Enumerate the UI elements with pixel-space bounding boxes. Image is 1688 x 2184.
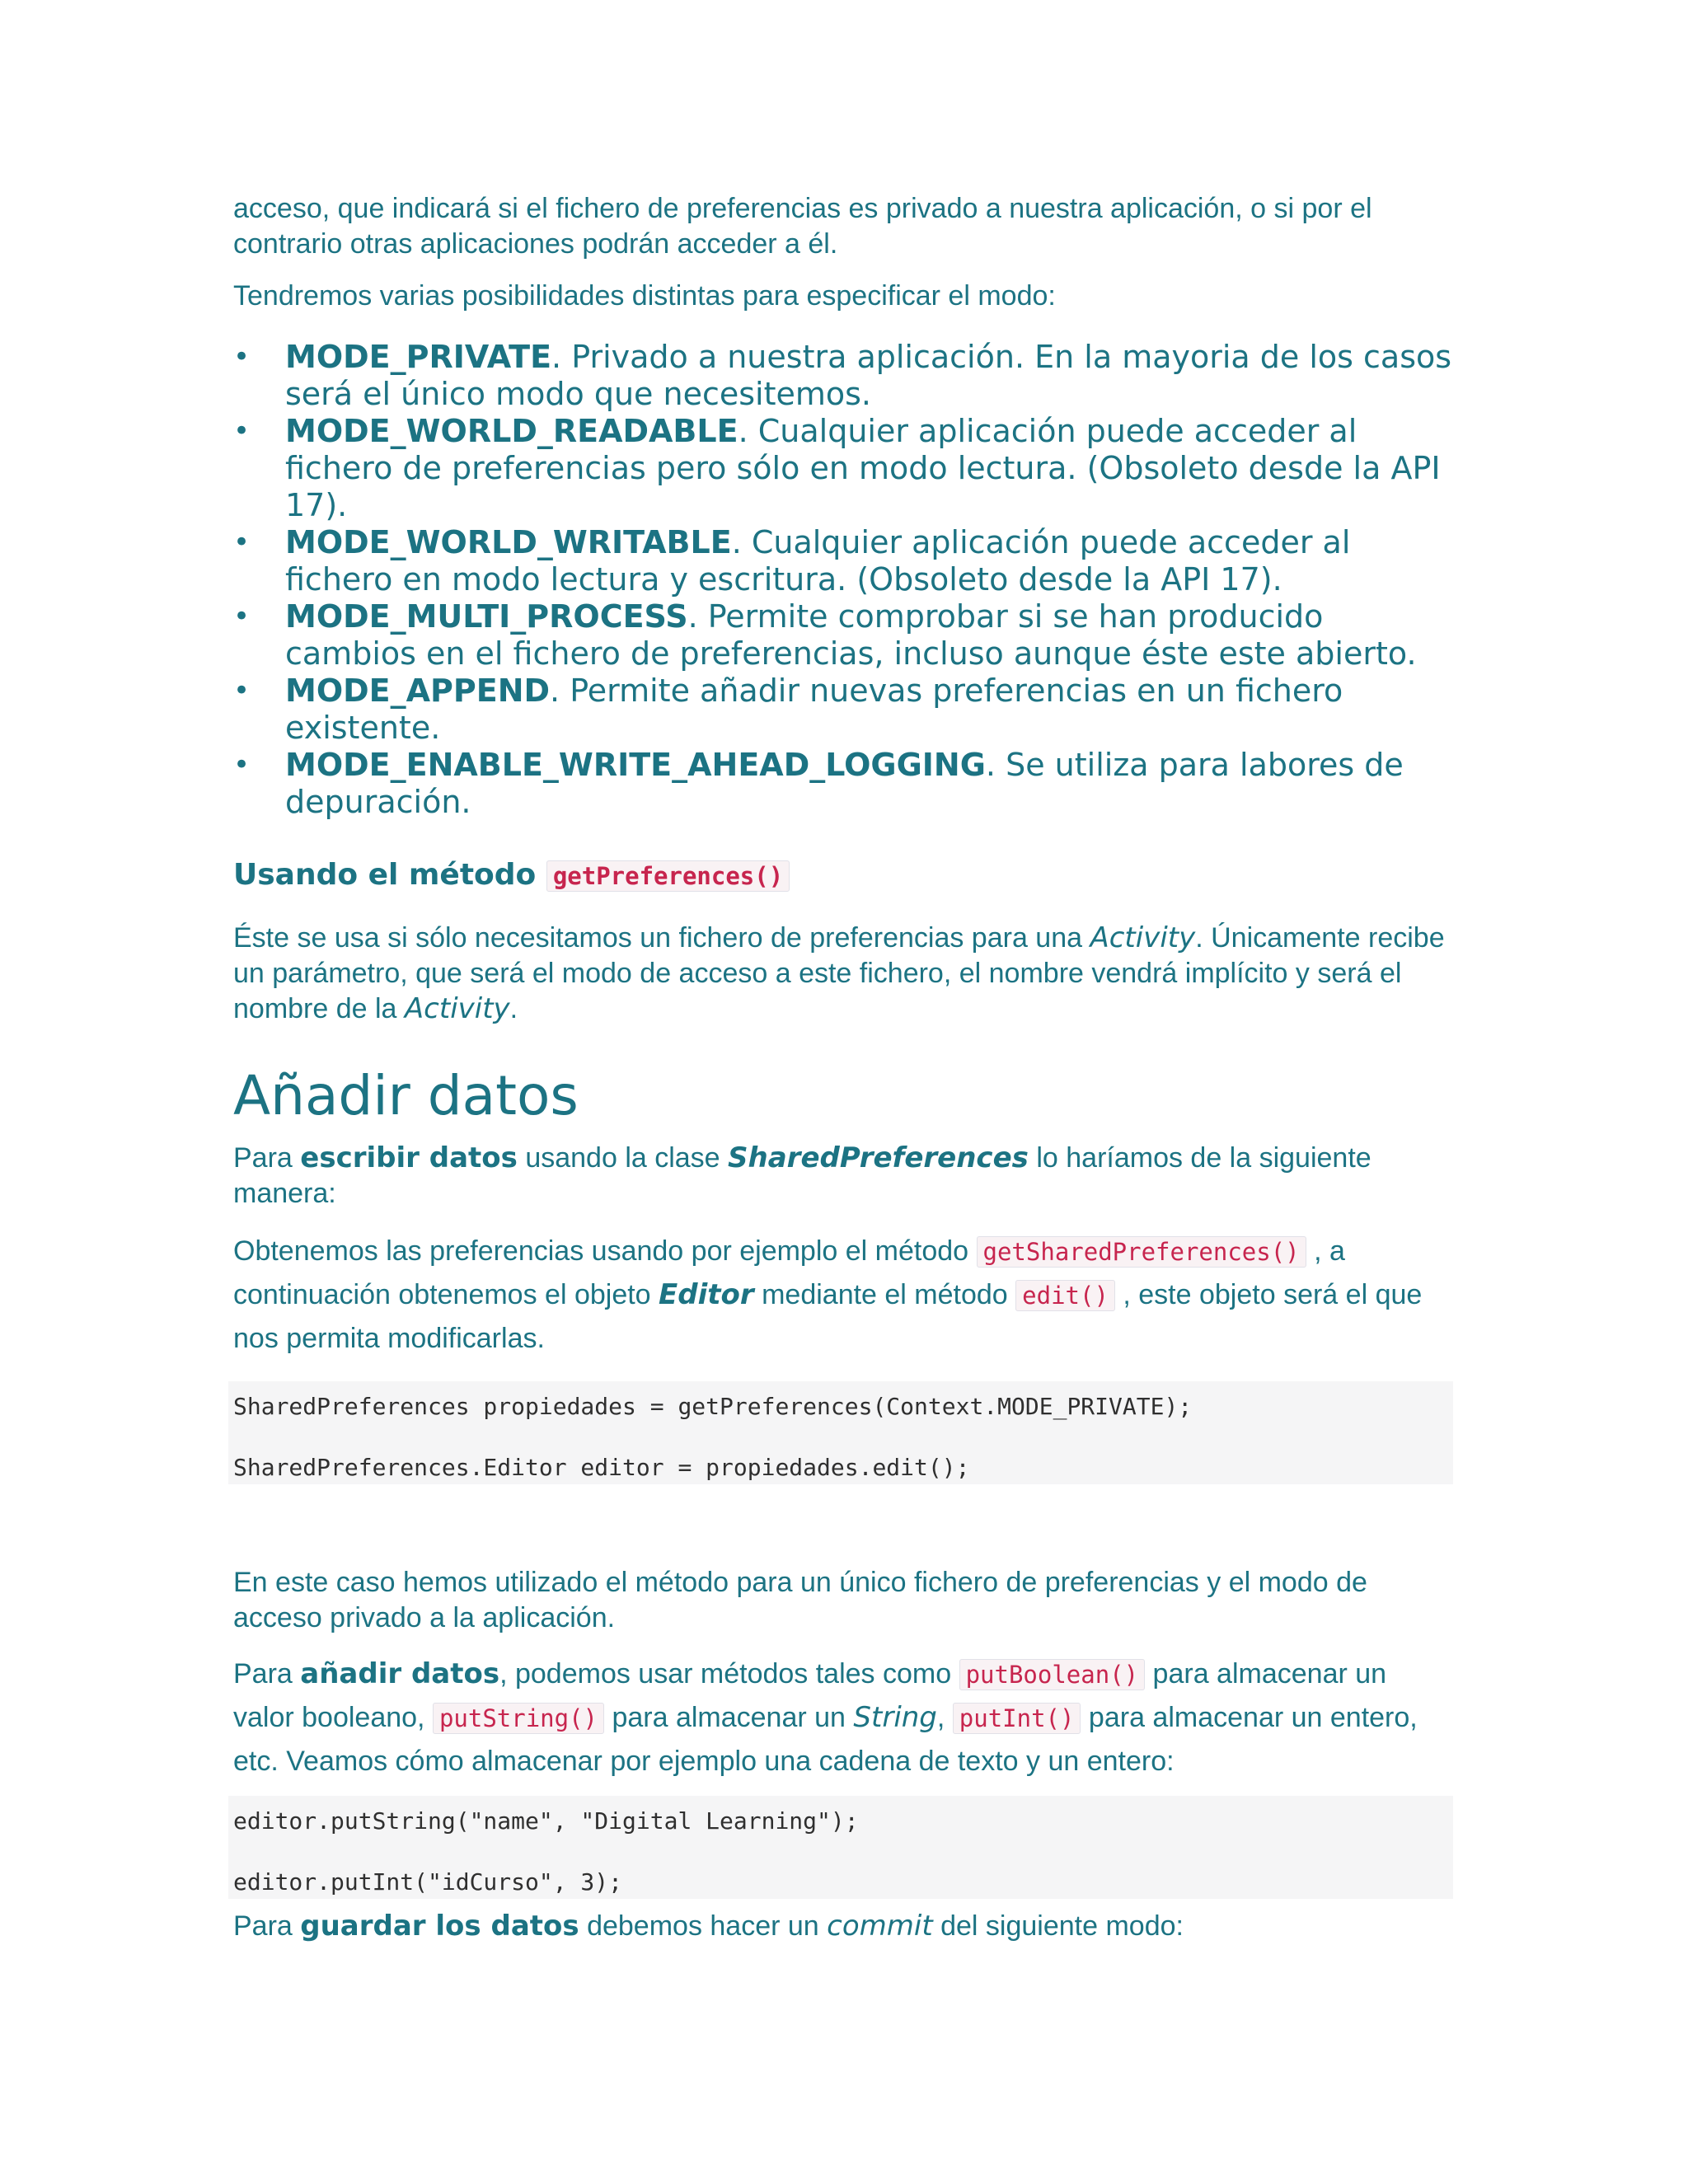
add-paragraph-4: Para añadir datos, podemos usar métodos tales como putBoolean() para almacenar un valor booleano, putString() para almacenar un String, putInt() para almacenar un entero, etc. Veamos cómo almacenar por ejemplo una cadena de texto y un entero: (233, 1657, 1418, 1777)
add-paragraph-5: Para guardar los datos debemos hacer un commit del siguiente modo: (233, 1910, 1184, 1943)
code-line: editor.putInt("idCurso", 3); (233, 1868, 623, 1896)
code-block-get-editor (228, 1381, 1453, 1484)
inline-code: getPreferences() (546, 860, 790, 892)
code-line: SharedPreferences.Editor editor = propiedades.edit(); (233, 1454, 970, 1481)
modes-list (233, 339, 1453, 821)
getpreferences-paragraph: Éste se usa si sólo necesitamos un fichero de preferencias para una Activity. Únicamente recibe un parámetro, que será el modo de acceso a este fichero, el nombre vendrá implícito y será el nombre de la Activity. (233, 921, 1445, 1025)
inline-code: edit() (1015, 1280, 1115, 1311)
add-paragraph-2: Obtenemos las preferencias usando por ejemplo el método getSharedPreferences() , a continuación obtenemos el objeto Editor mediante el método edit() , este objeto será el que nos permita modificarlas. (233, 1235, 1423, 1354)
code-line: SharedPreferences propiedades = getPreferences(Context.MODE_PRIVATE); (233, 1393, 1193, 1420)
inline-code: putString() (433, 1703, 604, 1734)
list-item: • MODE_WORLD_WRITABLE. Cualquier aplicación puede acceder al fichero en modo lectura y escritura. (Obsoleto desde la API 17). (233, 524, 1351, 598)
intro-paragraph-1: acceso, que indicará si el fichero de preferencias es privado a nuestra aplicación, o si por el contrario otras aplicaciones podrán acceder a él. (233, 193, 1372, 260)
bullet-icon: • (233, 674, 251, 707)
inline-code: putInt() (953, 1703, 1081, 1734)
bullet-icon: • (233, 748, 251, 781)
add-paragraph-3: En este caso hemos utilizado el método para un único fichero de preferencias y el modo de acceso privado a la aplicación. (233, 1567, 1367, 1633)
inline-code: putBoolean() (959, 1659, 1146, 1690)
list-item: • MODE_APPEND. Permite añadir nuevas preferencias en un fichero existente. (233, 673, 1343, 746)
list-item: • MODE_PRIVATE. Privado a nuestra aplicación. En la mayoria de los casos será el único modo que necesitemos. (233, 339, 1452, 412)
intro-paragraph-2: Tendremos varias posibilidades distintas para especificar el modo: (233, 280, 1056, 312)
section-title-anadir-datos: Añadir datos (233, 1064, 579, 1127)
bullet-icon: • (233, 340, 251, 373)
list-item: • MODE_ENABLE_WRITE_AHEAD_LOGGING. Se utiliza para labores de depuración. (233, 747, 1404, 820)
add-paragraph-1: Para escribir datos usando la clase SharedPreferences lo haríamos de la siguiente manera: (233, 1141, 1372, 1209)
code-block-put-values (228, 1796, 1453, 1899)
section-heading-getpreferences: Usando el método getPreferences() (233, 855, 1453, 896)
bullet-icon: • (233, 415, 251, 448)
list-item: • MODE_MULTI_PROCESS. Permite comprobar si se han producido cambios en el fichero de preferencias, incluso aunque éste este abierto. (233, 598, 1417, 672)
bullet-icon: • (233, 600, 251, 633)
list-item: • MODE_WORLD_READABLE. Cualquier aplicación puede acceder al fichero de preferencias pero sólo en modo lectura. (Obsoleto desde la API 17). (233, 413, 1441, 523)
document-page (233, 191, 1453, 1944)
code-line: editor.putString("name", "Digital Learning"); (233, 1807, 859, 1835)
bullet-icon: • (233, 526, 251, 559)
inline-code: getSharedPreferences() (977, 1236, 1306, 1268)
